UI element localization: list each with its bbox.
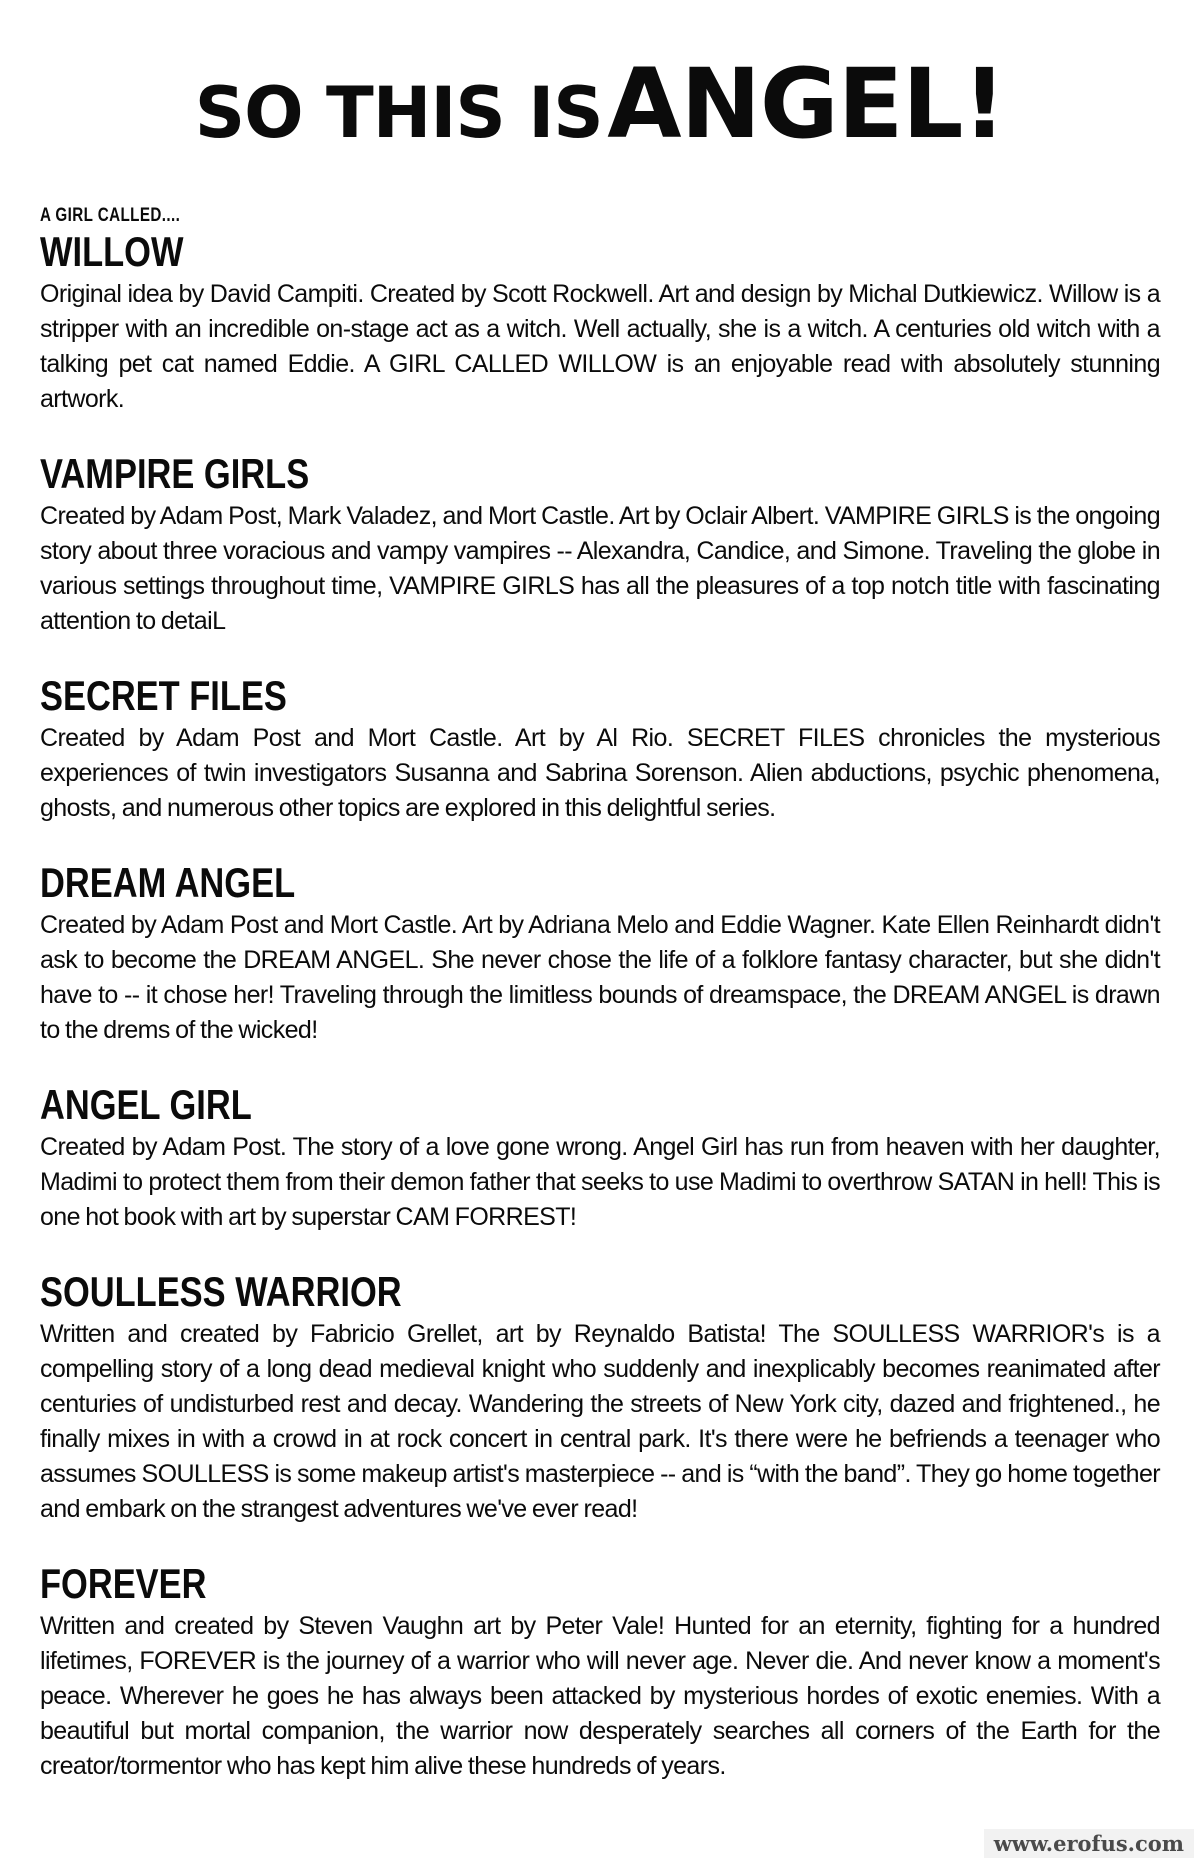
section-heading: DREAM ANGEL [40, 859, 296, 906]
section-vampire-girls [40, 451, 1160, 639]
section-heading: WILLOW [40, 228, 184, 275]
section-willow [40, 205, 1160, 417]
section-secret-files [40, 673, 1160, 826]
section-heading: SOULLESS WARRIOR [40, 1268, 402, 1315]
section-angel-girl [40, 1082, 1160, 1235]
section-text: Created by Adam Post. The story of a love gone wrong. Angel Girl has run from heaven with her daughter, Madimi to protect them from their demon father that seeks to use Madimi to overthrow SATAN in hell! This is one hot book with art by superstar CAM FORREST! [40, 1133, 1160, 1231]
section-text: Written and created by Steven Vaughn art by Peter Vale! Hunted for an eternity, fighting for a hundred lifetimes, FOREVER is the journey of a warrior who will never age. Never die. And never know a moment's peace. Wherever he goes he has always been attacked by mysterious hordes of exotic enemies. With a beautiful but mortal companion, the warrior now desperately searches all corners of the Earth for the creator/tormentor who has kept him alive these hundreds of years. [40, 1612, 1160, 1780]
section-text: Created by Adam Post and Mort Castle. Art by Adriana Melo and Eddie Wagner. Kate Ellen Reinhardt didn't ask to become the DREAM ANGEL. She never chose the life of a folklore fantasy character, but she didn't have to -- it chose her! Traveling through the limitless bounds of dreamspace, the DREAM ANGEL is drawn to the drems of the wicked! [40, 911, 1160, 1044]
section-heading: ANGEL GIRL [40, 1081, 252, 1128]
section-text: Written and created by Fabricio Grellet, art by Reynaldo Batista! The SOULLESS WARRIOR's is a compelling story of a long dead medieval knight who suddenly and inexplicably becomes reanimated after centuries of undisturbed rest and decay. Wandering the streets of New York city, dazed and frightened., he finally mixes in with a crowd in at rock concert in central park. It's there were he befriends a teenager who assumes SOULLESS is some makeup artist's masterpiece -- and is “with the band”. They go home together and embark on the strangest adventures we've ever read! [40, 1320, 1160, 1523]
section-heading: FOREVER [40, 1560, 207, 1607]
section-text: Created by Adam Post and Mort Castle. Art by Al Rio. SECRET FILES chronicles the mysterious experiences of twin investigators Susanna and Sabrina Sorenson. Alien abductions, psychic phenomena, ghosts, and numerous other topics are explored in this delightful series. [40, 724, 1160, 822]
section-dream-angel [40, 860, 1160, 1048]
section-heading: SECRET FILES [40, 672, 287, 719]
section-soulless-warrior [40, 1269, 1160, 1527]
page-title-prefix: SO THIS IS [194, 72, 603, 154]
section-text: Original idea by David Campiti. Created by Scott Rockwell. Art and design by Michal Dutkiewicz. Willow is a stripper with an incredible on-stage act as a witch. Well actually, she is a witch. A centuries old witch with a talking pet cat named Eddie. A GIRL CALLED WILLOW is an enjoyable read with absolutely stunning artwork. [40, 280, 1160, 413]
section-kicker: A GIRL CALLED.... [40, 205, 181, 226]
watermark: www.erofus.com [984, 1829, 1194, 1858]
section-text: Created by Adam Post, Mark Valadez, and Mort Castle. Art by Oclair Albert. VAMPIRE GIRLS is the ongoing story about three voracious and vampy vampires -- Alexandra, Candice, and Simone. Traveling the globe in various settings throughout time, VAMPIRE GIRLS has all the pleasures of a top notch title with fascinating attention to detaiL [40, 502, 1160, 635]
section-forever [40, 1561, 1160, 1784]
page-title-emphasis: ANGEL! [607, 48, 1006, 160]
page-title [0, 48, 1200, 160]
section-heading: VAMPIRE GIRLS [40, 450, 310, 497]
article-body [40, 205, 1160, 1784]
